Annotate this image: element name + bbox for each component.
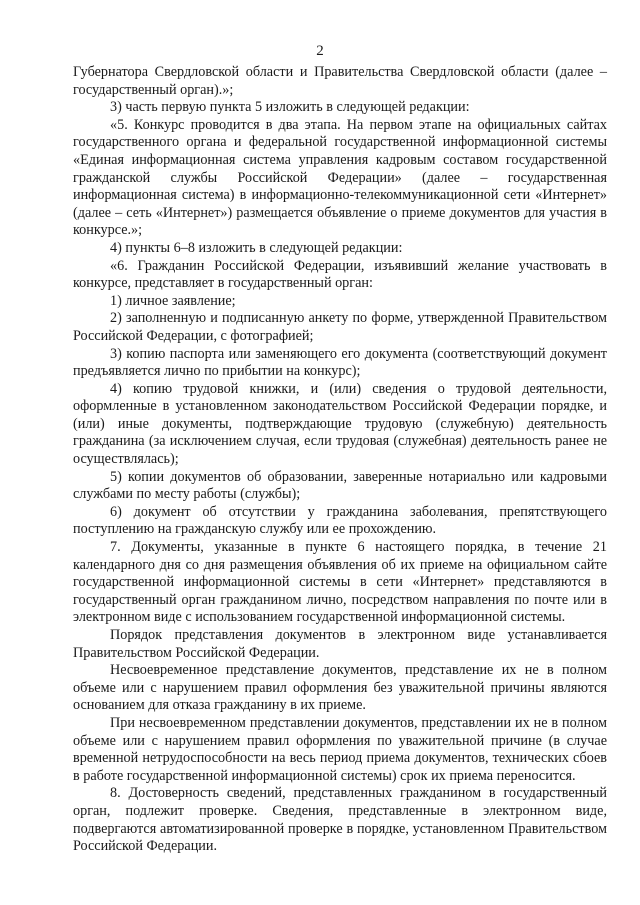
list-item-3: 3) копию паспорта или заменяющего его документа (соответствующий документ предъявляется лично по прибытии на конкурс); bbox=[73, 345, 607, 380]
list-item-1: 1) личное заявление; bbox=[110, 292, 236, 309]
list-item-6: 6) документ об отсутствии у гражданина заболевания, препятствующего поступлению на гражданскую службу или ее прохождению. bbox=[73, 503, 607, 538]
paragraph-clause-7: 7. Документы, указанные в пункте 6 настоящего порядка, в течение 21 календарного дня со дня размещения объявления об их приеме на официальном сайте государственной информационной системы в сети «Интернет» представляются в государственный орган гражданином лично, посредством направления по почте или в электронном виде с использованием государственной информационной системы. bbox=[73, 539, 607, 626]
paragraph-item-3: 3) часть первую пункта 5 изложить в следующей редакции: bbox=[110, 99, 470, 116]
paragraph-item-4: 4) пункты 6–8 изложить в следующей редакции: bbox=[110, 239, 403, 256]
paragraph-clause-5: «5. Конкурс проводится в два этапа. На первом этапе на официальных сайтах государственного органа и федеральной государственной информационной системы «Единая информационная система управления кадровым составом государственной гражданской службы Российской Федерации» (далее – государственная информационная система) в информационно-телекоммуникационной сети «Интернет» (далее – сеть «Интернет») размещается объявление о приеме документов для участия в конкурсе.»; bbox=[73, 116, 607, 239]
paragraph-clause-6: «6. Гражданин Российской Федерации, изъявивший желание участвовать в конкурсе, представляет в государственный орган: bbox=[73, 257, 607, 292]
page-number: 2 bbox=[316, 43, 324, 59]
paragraph-clause-8: 8. Достоверность сведений, представленных гражданином в государственный орган, подлежит проверке. Сведения, представленные в электронном виде, подвергаются автоматизированной проверке в порядке, установленном Правительством Российской Федерации. bbox=[73, 785, 607, 855]
document-body bbox=[73, 64, 607, 856]
list-item-4: 4) копию трудовой книжки, и (или) сведения о трудовой деятельности, оформленные в установленном законодательством Российской Федерации порядке, и (или) иные документы, подтверждающие трудовую (служебную) деятельность гражданина (за исключением случая, если трудовая (служебная) деятельность ранее не осуществлялась); bbox=[73, 380, 607, 468]
paragraph-late-submission: Несвоевременное представление документов, представление их не в полном объеме или с нарушением правил оформления без уважительной причины являются основанием для отказа гражданину в их приеме. bbox=[73, 662, 607, 714]
list-item-5: 5) копии документов об образовании, заверенные нотариально или кадровыми службами по месту работы (службы); bbox=[73, 468, 607, 503]
paragraph-governor-continuation: Губернатора Свердловской области и Правительства Свердловской области (далее – государственный орган).»; bbox=[73, 64, 607, 98]
paragraph-valid-reason: При несвоевременном представлении документов, представлении их не в полном объеме или с нарушением правил оформления по уважительной причине (в случае временной нетрудоспособности на весь период приема документов, технических сбоев в работе государственной информационной системы) срок их приема переносится. bbox=[73, 714, 607, 784]
list-item-2: 2) заполненную и подписанную анкету по форме, утвержденной Правительством Российской Федерации, с фотографией; bbox=[73, 310, 607, 344]
paragraph-electronic-procedure: Порядок представления документов в электронном виде устанавливается Правительством Российской Федерации. bbox=[73, 627, 607, 661]
